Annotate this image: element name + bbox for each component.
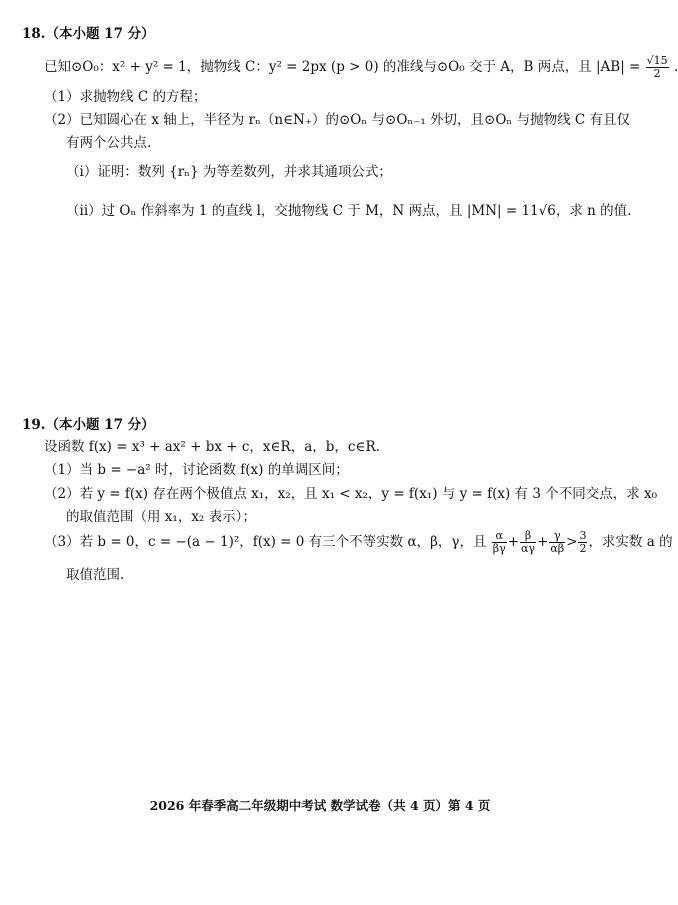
q19-part3-line2: 取值范围. [66, 567, 125, 583]
q18-sub-i: （i）证明：数列 {rₙ} 为等差数列，并求其通项公式； [66, 164, 392, 180]
q19-fraction-gamma-num: γ [549, 530, 565, 543]
q18-part2-line2: 有两个公共点. [66, 135, 152, 151]
page-footer: 2026 年春季高二年级期中考试 数学试卷（共 4 页）第 4 页 [149, 798, 491, 813]
q19-part3-line1 [44, 530, 673, 555]
q19-fraction-three-halves-den: 2 [579, 542, 587, 555]
q19-stem: 设函数 f(x) = x³ + ax² + bx + c，x∈R，a，b，c∈R. [44, 439, 380, 455]
q18-sub-ii: （ii）过 Oₙ 作斜率为 1 的直线 l，交抛物线 C 于 M，N 两点，且 |MN| = 11√6，求 n 的值. [66, 203, 632, 219]
q19-fraction-alpha-num: α [492, 530, 507, 543]
q18-stem [44, 55, 678, 80]
q18-stem-text: 已知⊙O₀：x² + y² = 1，抛物线 C：y² = 2px (p > 0) 的准线与⊙O₀ 交于 A，B 两点，且 |AB| = [44, 59, 641, 75]
q18-ab-numerator: √15 [646, 54, 668, 67]
q19-fraction-beta-den: αγ [521, 542, 536, 555]
q19-fraction-three-halves [578, 530, 587, 555]
q19-part2-line2: 的取值范围（用 x₁，x₂ 表示）； [66, 509, 256, 525]
q19-fraction-three-halves-num: 3 [579, 529, 587, 542]
q18-stem-end: . [673, 59, 678, 75]
q19-greater-than: > [566, 534, 578, 550]
q19-fraction-beta [520, 530, 536, 555]
q19-part3-text: （3）若 b = 0，c = −(a − 1)²，f(x) = 0 有三个不等实数 α，β，γ，且 [44, 534, 487, 550]
q18-ab-denominator: 2 [653, 67, 661, 80]
q19-header: 19.（本小题 17 分） [22, 417, 155, 433]
q19-fraction-beta-num: β [520, 530, 536, 543]
q19-fraction-alpha [492, 530, 507, 555]
q18-ab-fraction [646, 55, 669, 80]
q19-part2-line1: （2）若 y = f(x) 存在两个极值点 x₁，x₂，且 x₁ < x₂，y = f(x₁) 与 y = f(x) 有 3 个不同交点，求 x₀ [44, 486, 658, 502]
q19-part1: （1）当 b = −a² 时，讨论函数 f(x) 的单调区间； [44, 462, 349, 478]
q19-fraction-alpha-den: βγ [492, 542, 506, 555]
q19-fraction-gamma-den: αβ [550, 542, 565, 555]
q18-part2-line1: （2）已知圆心在 x 轴上，半径为 rₙ（n∈N₊）的⊙Oₙ 与⊙Oₙ₋₁ 外切，且⊙Oₙ 与抛物线 C 有且仅 [44, 112, 630, 128]
q18-header: 18.（本小题 17 分） [22, 26, 155, 42]
q19-part3-end: ，求实数 a 的 [588, 534, 673, 550]
q18-part1: （1）求抛物线 C 的方程； [44, 89, 207, 105]
q19-plus-2: + [537, 534, 549, 550]
q19-fraction-gamma [549, 530, 565, 555]
q19-plus-1: + [507, 534, 519, 550]
